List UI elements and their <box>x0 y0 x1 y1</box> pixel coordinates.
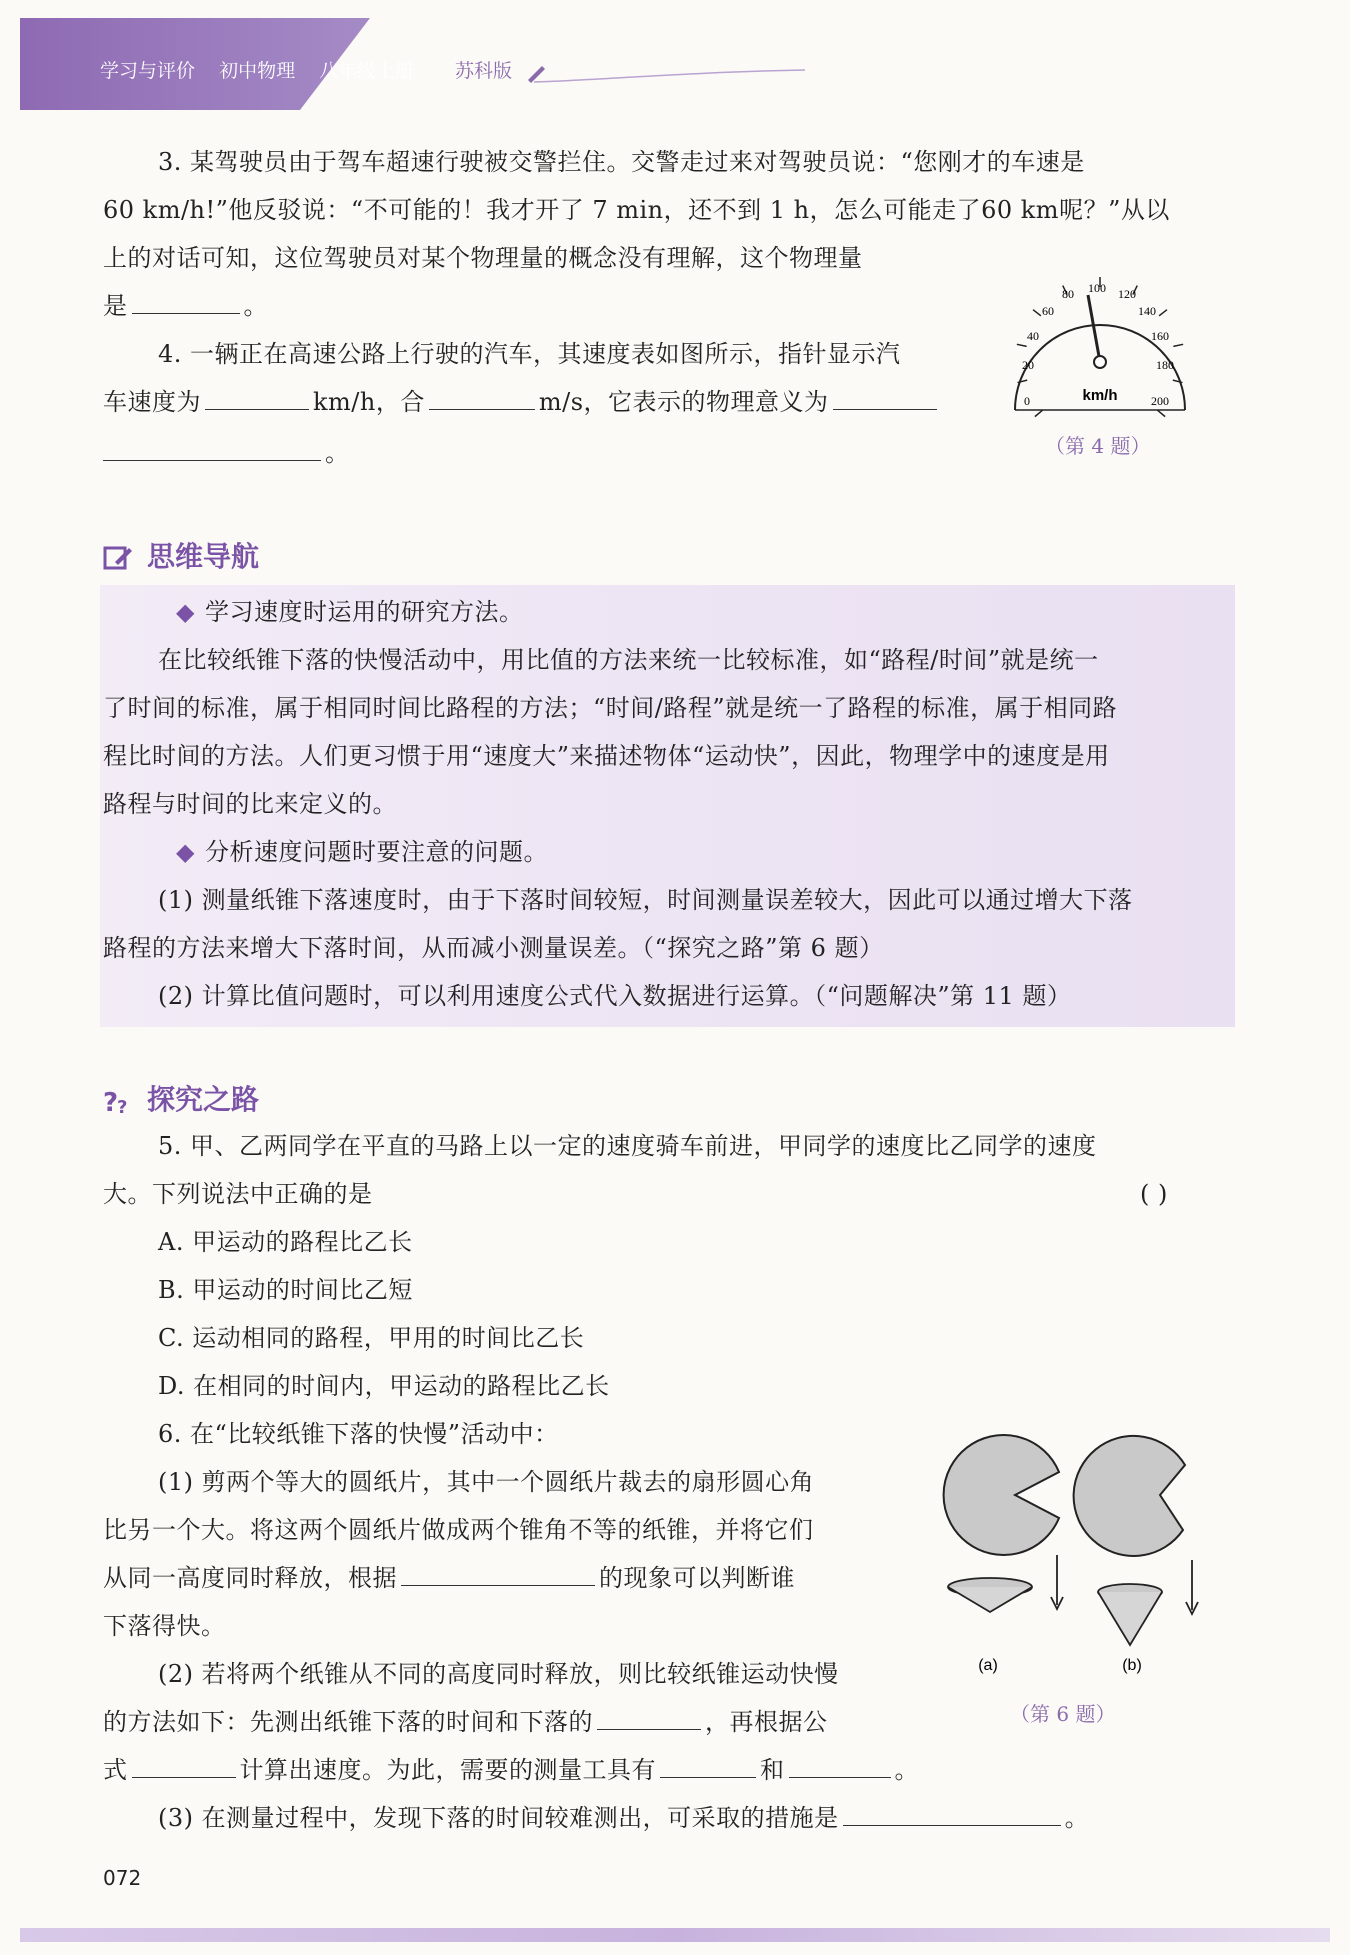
q6-text: 的现象可以判断谁 <box>599 1564 795 1592</box>
speed-tick-mark <box>1035 410 1043 416</box>
header-breadcrumb <box>100 56 432 83</box>
speed-tick-label: 40 <box>1027 329 1039 343</box>
guide-paragraph: (2) 计算比值问题时，可以利用速度公式代入数据进行运算。（“问题解决”第 11 题） <box>158 982 1072 1010</box>
q3-text: 。 <box>243 292 268 320</box>
q6-text: 从同一高度同时释放，根据 <box>103 1564 397 1592</box>
q4-line-answer <box>103 387 941 417</box>
guide-paragraph: 路程的方法来增大下落时间，从而减小测量误差。（“探究之路”第 6 题） <box>103 934 884 962</box>
speed-tick-label: 160 <box>1151 329 1169 343</box>
answer-blank[interactable] <box>132 291 240 314</box>
header-item: 初中物理 <box>219 60 296 82</box>
q6-text: ，再根据公 <box>705 1708 828 1736</box>
q6-line-answer <box>103 1707 828 1737</box>
q6-text: 和 <box>760 1756 785 1784</box>
page-number: 072 <box>103 1866 142 1890</box>
figure-caption-q6: （第 6 题） <box>1010 1702 1116 1726</box>
guide-paragraph: 路程与时间的比来定义的。 <box>103 790 397 818</box>
answer-blank[interactable] <box>660 1755 756 1778</box>
guide-paragraph: 程比时间的方法。人们更习惯于用“速度大”来描述物体“运动快”，因此，物理学中的速度是用 <box>103 742 1110 770</box>
q6-line-answer <box>103 1563 795 1593</box>
q6-text: 。 <box>894 1756 919 1784</box>
speed-tick-label: 0 <box>1024 394 1030 408</box>
section-title-explore <box>103 1078 259 1118</box>
q4-line-answer <box>103 438 350 468</box>
q3-line: 60 km/h!”他反驳说：“不可能的！我才开了 7 min，还不到 1 h，怎么可能走了60 km呢？”从以 <box>103 196 1170 224</box>
section-title-guide <box>103 535 259 575</box>
figure-label-b: (b) <box>1122 1657 1142 1674</box>
answer-blank[interactable] <box>401 1563 595 1586</box>
q3-line: 3. 某驾驶员由于驾车超速行驶被交警拦住。交警走过来对驾驶员说：“您刚才的车速是 <box>158 148 1085 176</box>
figure-label-a: (a) <box>978 1657 998 1674</box>
speed-tick-label: 180 <box>1156 358 1174 372</box>
q3-line: 上的对话可知，这位驾驶员对某个物理量的概念没有理解，这个物理量 <box>103 244 863 272</box>
q4-text: m/s，它表示的物理意义为 <box>538 388 829 416</box>
speed-tick-label: 140 <box>1138 304 1156 318</box>
q6-line: 下落得快。 <box>103 1612 226 1640</box>
figure-caption-q4: （第 4 题） <box>1045 434 1151 458</box>
guide-paragraph: (1) 测量纸锥下落速度时，由于下落时间较短，时间测量误差较大，因此可以通过增大下落 <box>158 886 1133 914</box>
question-icon <box>103 1087 133 1115</box>
pen-icon <box>520 62 810 84</box>
speed-tick-label: 120 <box>1118 287 1136 301</box>
speedometer-figure <box>1005 262 1195 422</box>
answer-blank[interactable] <box>833 387 937 410</box>
q6-text: 。 <box>1064 1804 1090 1832</box>
guide-bullet-text: 学习速度时运用的研究方法。 <box>204 598 524 626</box>
q5-option: B. 甲运动的时间比乙短 <box>158 1276 413 1304</box>
speed-tick-mark <box>1173 344 1183 346</box>
q6-line: 6. 在“比较纸锥下落的快慢”活动中： <box>158 1420 559 1448</box>
q5-line: 5. 甲、乙两同学在平直的马路上以一定的速度骑车前进，甲同学的速度比乙同学的速度 <box>158 1132 1097 1160</box>
section-title-text: 思维导航 <box>147 540 260 573</box>
speed-tick-label: 80 <box>1062 287 1074 301</box>
q4-text: 。 <box>325 439 350 467</box>
answer-blank[interactable] <box>429 387 535 410</box>
q6-line: (1) 剪两个等大的圆纸片，其中一个圆纸片裁去的扇形圆心角 <box>158 1468 815 1496</box>
q6-text: 式 <box>103 1756 128 1784</box>
q6-line-answer <box>158 1803 1089 1833</box>
header-item: 学习与评价 <box>100 60 196 82</box>
speed-tick-label: 20 <box>1022 358 1034 372</box>
footer-bar <box>20 1928 1330 1942</box>
q5-option: D. 在相同的时间内，甲运动的路程比乙长 <box>158 1372 610 1400</box>
speed-tick-label: 60 <box>1042 304 1054 318</box>
q3-line-answer <box>103 291 268 321</box>
answer-parenthesis[interactable]: ( ) <box>1140 1180 1168 1208</box>
guide-bullet <box>176 837 548 867</box>
svg-text:?: ? <box>117 1097 128 1115</box>
section-title-text: 探究之路 <box>147 1083 260 1116</box>
answer-blank[interactable] <box>132 1755 236 1778</box>
speed-tick-mark <box>1017 344 1027 346</box>
header-edition: 苏科版 <box>455 60 513 82</box>
answer-blank[interactable] <box>205 387 309 410</box>
q6-line-answer <box>103 1755 919 1785</box>
q4-line: 4. 一辆正在高速公路上行驶的汽车，其速度表如图所示，指针显示汽 <box>158 340 901 368</box>
answer-blank[interactable] <box>789 1755 891 1778</box>
q3-text: 是 <box>103 292 128 320</box>
speed-tick-mark <box>1159 310 1167 316</box>
guide-paragraph: 了时间的标准，属于相同时间比路程的方法；“时间/路程”就是统一了路程的标准，属于相同路 <box>103 694 1118 722</box>
q6-text: (3) 在测量过程中，发现下落的时间较难测出，可采取的措施是 <box>158 1804 839 1832</box>
answer-blank[interactable] <box>103 438 321 461</box>
q5-option: A. 甲运动的路程比乙长 <box>158 1228 413 1256</box>
speed-tick-mark <box>1157 410 1165 416</box>
guide-paragraph: 在比较纸锥下落的快慢活动中，用比值的方法来统一比较标准，如“路程/时间”就是统一 <box>158 646 1099 674</box>
answer-blank[interactable] <box>597 1707 701 1730</box>
q5-line: 大。下列说法中正确的是 <box>103 1180 373 1208</box>
guide-bullet <box>176 597 523 627</box>
paper-cone-figure <box>920 1425 1210 1685</box>
answer-blank[interactable] <box>843 1803 1061 1826</box>
speedometer-unit: km/h <box>1082 387 1118 404</box>
speed-tick-label: 200 <box>1151 394 1169 408</box>
q6-line: 比另一个大。将这两个圆纸片做成两个锥角不等的纸锥，并将它们 <box>103 1516 814 1544</box>
svg-text:?: ? <box>103 1088 119 1115</box>
speed-tick-mark <box>1033 310 1041 316</box>
note-pen-icon <box>103 544 133 572</box>
diamond-icon: ◆ <box>176 598 195 626</box>
header-item: 八年级上册 <box>319 60 415 82</box>
guide-bullet-text: 分析速度问题时要注意的问题。 <box>204 838 548 866</box>
q6-text: 计算出速度。为此，需要的测量工具有 <box>239 1756 656 1784</box>
q6-line: (2) 若将两个纸锥从不同的高度同时释放，则比较纸锥运动快慢 <box>158 1660 839 1688</box>
q5-option: C. 运动相同的路程，甲用的时间比乙长 <box>158 1324 585 1352</box>
q6-text: 的方法如下：先测出纸锥下落的时间和下落的 <box>103 1708 593 1736</box>
speed-tick-label: 100 <box>1088 281 1106 295</box>
q4-text: 车速度为 <box>103 388 201 416</box>
diamond-icon: ◆ <box>176 838 195 866</box>
q4-text: km/h，合 <box>313 388 425 416</box>
